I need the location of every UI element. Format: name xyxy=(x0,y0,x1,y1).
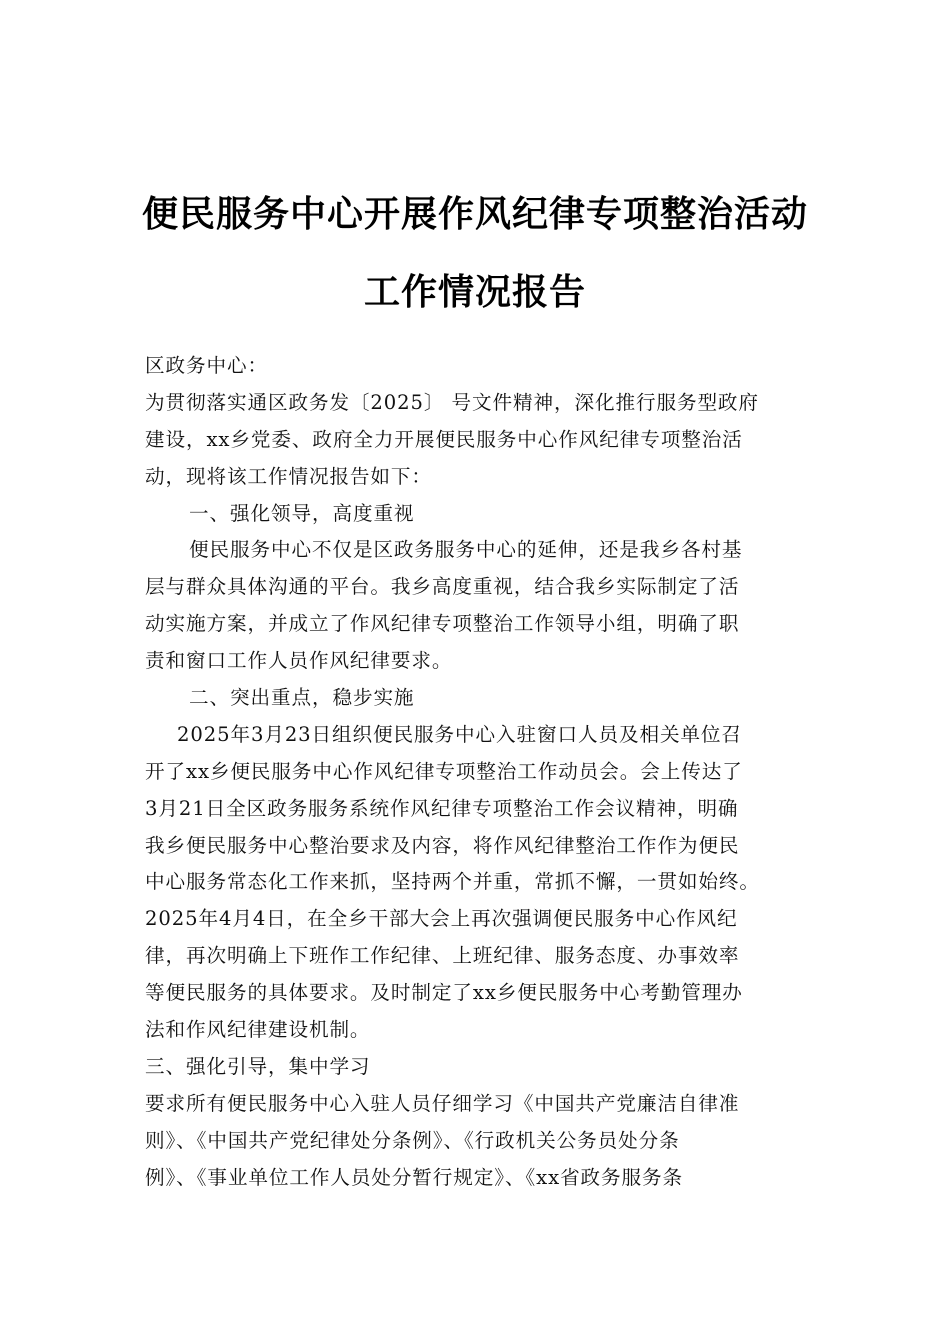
document-title-line-2: 工作情况报告 xyxy=(363,272,586,313)
paragraph-line: 建设，xx乡党委、政府全力开展便民服务中心作风纪律专项整治活 xyxy=(145,427,743,451)
document-title-line-1: 便民服务中心开展作风纪律专项整治活动 xyxy=(141,194,808,235)
paragraph-line: 便民服务中心不仅是区政务服务中心的延伸，还是我乡各村基 xyxy=(189,538,743,562)
paragraph-line: 动实施方案，并成立了作风纪律专项整治工作领导小组，明确了职 xyxy=(145,612,740,636)
paragraph-line: 等便民服务的具体要求。及时制定了xx乡便民服务中心考勤管理办 xyxy=(145,981,743,1005)
paragraph-line: 要求所有便民服务中心入驻人员仔细学习《中国共产党廉洁自律准 xyxy=(145,1091,740,1115)
paragraph-line: 律，再次明确上下班作工作纪律、上班纪律、服务态度、办事效率 xyxy=(145,944,740,968)
section-heading-1: 一、强化领导，高度重视 xyxy=(189,501,415,525)
paragraph-line: 为贯彻落实通区政务发〔2025〕 号文件精神，深化推行服务型政府 xyxy=(145,390,759,414)
paragraph-line: 3月21日全区政务服务系统作风纪律专项整治工作会议精神，明确 xyxy=(145,796,739,820)
paragraph-line: 责和窗口工作人员作风纪律要求。 xyxy=(145,649,453,673)
section-heading-2: 二、突出重点，稳步实施 xyxy=(189,686,415,710)
salutation: 区政务中心： xyxy=(145,354,268,377)
paragraph-line: 动，现将该工作情况报告如下： xyxy=(145,464,432,488)
paragraph-line: 我乡便民服务中心整治要求及内容，将作风纪律整治工作作为便民 xyxy=(145,833,740,857)
paragraph-line: 中心服务常态化工作来抓，坚持两个并重，常抓不懈，一贯如始终。 xyxy=(145,870,760,894)
paragraph-line: 2025年4月4日，在全乡干部大会上再次强调便民服务中心作风纪 xyxy=(145,907,738,931)
paragraph-line: 例》、《事业单位工作人员处分暂行规定》、《xx省政务服务条 xyxy=(145,1165,684,1189)
paragraph-line: 层与群众具体沟通的平台。我乡高度重视，结合我乡实际制定了活 xyxy=(145,575,740,599)
paragraph-line: 则》、《中国共产党纪律处分条例》、《行政机关公务员处分条 xyxy=(145,1128,680,1152)
paragraph-line: 法和作风纪律建设机制。 xyxy=(145,1018,371,1042)
document-body xyxy=(145,348,805,1196)
paragraph-line: 2025年3月23日组织便民服务中心入驻窗口人员及相关单位召 xyxy=(177,722,742,746)
section-heading-3: 三、强化引导，集中学习 xyxy=(145,1054,371,1078)
paragraph-line: 开了xx乡便民服务中心作风纪律专项整治工作动员会。会上传达了 xyxy=(145,759,743,783)
